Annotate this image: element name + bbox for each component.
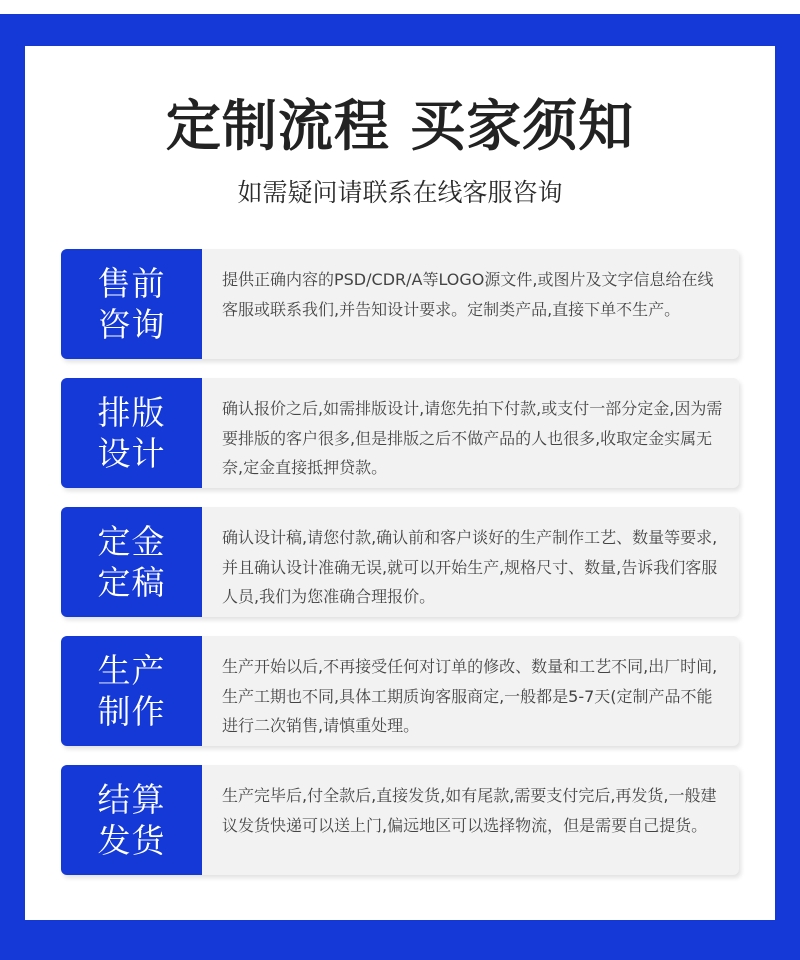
step-label [61,507,202,617]
process-steps [61,249,739,894]
step-label-line1: 售前 [97,264,166,303]
page-subtitle: 如需疑问请联系在线客服咨询 [237,178,563,207]
step-label [61,636,202,746]
step-label-line2: 制作 [97,692,166,731]
step-description: 确认报价之后,如需排版设计,请您先拍下付款,或支付一部分定金,因为需要排版的客户很多,但是排版之后不做产品的人也很多,收取定金实属无奈,定金直接抵押贷款。 [222,399,723,477]
top-strip [0,0,800,14]
step-production [61,636,739,746]
step-label-line2: 发货 [97,821,166,860]
step-label-line2: 设计 [97,434,166,473]
content-panel [25,46,775,920]
step-label-line1: 生产 [97,651,166,690]
step-deposit-finalize [61,507,739,617]
step-settlement-shipping [61,765,739,875]
step-label-line1: 排版 [97,393,166,432]
step-description: 提供正确内容的PSD/CDR/A等LOGO源文件,或图片及文字信息给在线客服或联系我们,并告知设计要求。定制类产品,直接下单不生产。 [222,270,714,319]
step-label-line2: 定稿 [97,563,166,602]
step-layout-design [61,378,739,488]
step-description: 确认设计稿,请您付款,确认前和客户谈好的生产制作工艺、数量等要求,并且确认设计准确无误,就可以开始生产,规格尺寸、数量,告诉我们客服人员,我们为您准确合理报价。 [222,528,718,606]
step-description: 生产完毕后,付全款后,直接发货,如有尾款,需要支付完后,再发货,一般建议发货快递可以送上门,偏远地区可以选择物流，但是需要自己提货。 [222,786,717,835]
step-label-line1: 结算 [97,780,166,819]
step-label-line2: 咨询 [97,305,166,344]
page-title: 定制流程 买家须知 [165,94,635,158]
step-label-line1: 定金 [97,522,166,561]
step-label [61,765,202,875]
step-presales-consult [61,249,739,359]
step-label [61,378,202,488]
step-label [61,249,202,359]
step-description: 生产开始以后,不再接受任何对订单的修改、数量和工艺不同,出厂时间,生产工期也不同,具体工期质询客服商定,一般都是5-7天(定制产品不能进行二次销售,请慎重处理。 [222,657,718,735]
